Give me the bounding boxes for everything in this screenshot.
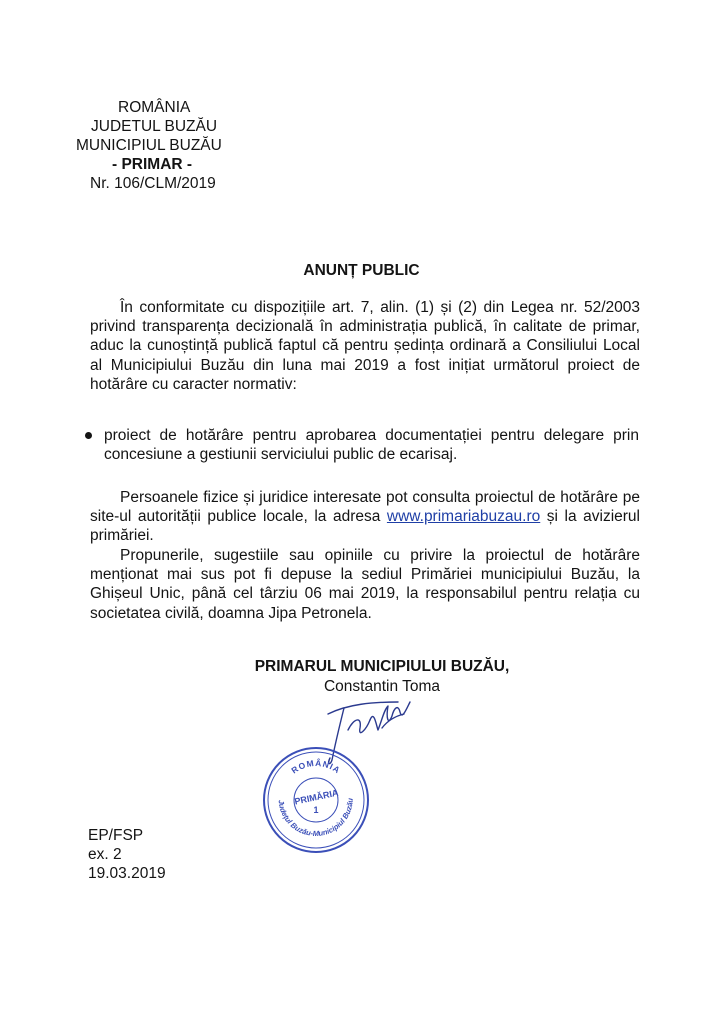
- header-office: - PRIMAR -: [112, 156, 193, 173]
- official-stamp: [260, 744, 372, 856]
- svg-text:ROMÂNIA: [289, 757, 342, 776]
- website-link[interactable]: www.primariabuzau.ro: [386, 508, 541, 526]
- consult-paragraph: [90, 488, 640, 546]
- stamp-side-text: Județul Buzău-Municipiul Buzău: [276, 797, 355, 838]
- header-municipality: MUNICIPIUL BUZĂU: [76, 137, 222, 154]
- footer-date: 19.03.2019: [88, 865, 166, 882]
- svg-text:Județul Buzău-Municipiul Buzău: [277, 797, 355, 838]
- stamp-center-text: PRIMĂRIA: [293, 787, 340, 807]
- document-title: ANUNȚ PUBLIC: [303, 262, 420, 279]
- intro-paragraph: În conformitate cu dispozițiile art. 7, alin. (1) și (2) din Legea nr. 52/2003 privind transparența decizională în administrația publică, în calitate de primar, aduc la cunoștință publică faptul că pentru ședința ordinară a Consiliului Local al Municipiului Buzău din luna mai 2019 a fost inițiat următorul proiect de hotărâre cu caracter normativ:: [90, 299, 640, 393]
- signatory-role: PRIMARUL MUNICIPIULUI BUZĂU,: [254, 658, 510, 675]
- header-registration-number: Nr. 106/CLM/2019: [90, 175, 216, 192]
- proposals-paragraph: Propunerile, sugestiile sau opiniile cu privire la proiectul de hotărâre menționat mai sus pot fi depuse la sediul Primăriei municipiului Buzău, la Ghișeul Unic, până cel târziu 06 mai 2019, la responsabilul pentru relația cu societatea civilă, doamna Jipa Petronela.: [90, 547, 640, 622]
- header-county: JUDETUL BUZĂU: [91, 118, 218, 135]
- signatory-name: Constantin Toma: [323, 678, 441, 695]
- stamp-top-text: ROMÂNIA: [289, 757, 343, 776]
- bullet-item-text: proiect de hotărâre pentru aprobarea documentației pentru delegare prin concesiune a gestiunii serviciului public de ecarisaj.: [104, 427, 639, 464]
- stamp-number: 1: [313, 805, 319, 815]
- footer-copies: ex. 2: [88, 846, 122, 863]
- consult-text-before: Persoanele fizice și juridice interesate pot consulta proiectul de hotărâre pe site-ul autorității publice locale, la adresa: [90, 489, 640, 526]
- header-country: ROMÂNIA: [118, 99, 191, 116]
- consult-text-after: și la avizierul primăriei.: [90, 508, 640, 545]
- footer-initials: EP/FSP: [88, 827, 144, 844]
- bullet-icon: [85, 432, 92, 439]
